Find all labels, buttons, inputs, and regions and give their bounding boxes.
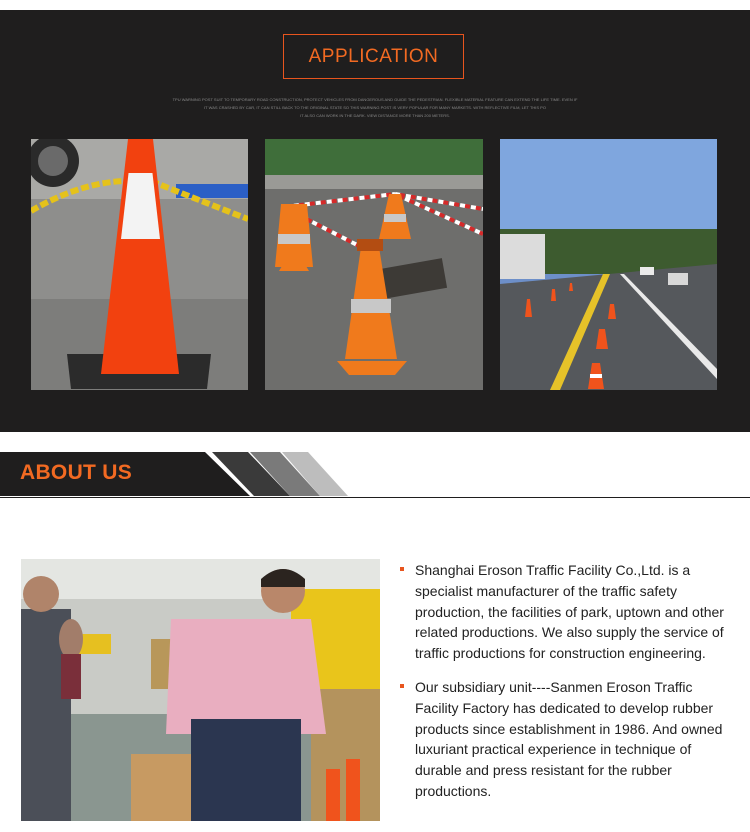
photo-cones-with-barrier-tape xyxy=(265,139,483,390)
bullet-icon xyxy=(400,684,404,688)
photo-traffic-cone-with-chain xyxy=(31,139,248,390)
about-paragraph-text: Shanghai Eroson Traffic Facility Co.,Ltd. is a specialist manufacturer of the traffic safety production, the facilities of park, uptown and other related productions. We also supply the service of traffic productions for construction engineering. xyxy=(415,562,724,662)
about-paragraph-text: Our subsidiary unit----Sanmen Eroson Traffic Facility Factory has dedicated to develop rubber products since establishment in 1986. And owned luxuriant practical experience in technique of durable and press resistant for the rubber productions. xyxy=(415,678,723,799)
application-description xyxy=(160,96,590,120)
photo-factory-team xyxy=(21,559,380,821)
application-description-line: TPU WARNING POST SUIT TO TEMPORARY ROAD CONSTRUCTION, PROTECT VEHICLES FROM DANGEROUS AND GUIDE THE PEDESTRIAN. FLEXIBLE MATERIAL FEATURE CAN EXTEND THE LIFE TIME. EVEN IF xyxy=(172,97,578,102)
photo-cones-on-road xyxy=(500,139,717,390)
about-paragraph xyxy=(399,677,739,802)
about-us-title: ABOUT US xyxy=(20,461,133,484)
application-title: APPLICATION xyxy=(283,34,464,79)
application-description-line: IT ALSO CAN WORK IN THE DARK. VIEW DISTANCE MORE THAN 200 METERS. xyxy=(300,113,450,118)
about-us-list xyxy=(399,560,739,815)
bullet-icon xyxy=(400,567,404,571)
about-paragraph xyxy=(399,560,739,664)
application-description-line: IT WAS CRASHED BY CAR, IT CAN STILL BACK TO THE ORIGINAL STATE SO THIS WARNING POST IS VERY POPULAR FOR MANY MARKETS. WITH REFLECTIVE FILM, LET THIS PO xyxy=(204,105,546,110)
